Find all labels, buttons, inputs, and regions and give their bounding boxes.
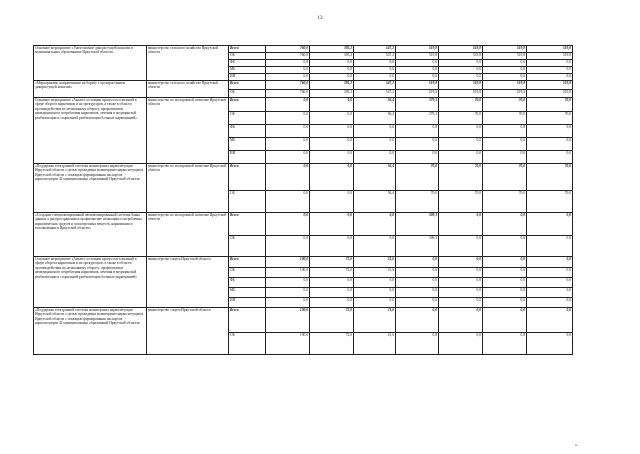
amount-cell: 395,2 (310, 90, 354, 98)
executor-cell: министерство по молодежной политике Иркутской области (147, 98, 229, 164)
amount-cell: 0,0 (483, 67, 527, 74)
amount-cell: 70,0 (483, 112, 527, 125)
funding-source-cell: ОБ (229, 191, 266, 213)
amount-cell: 0,0 (439, 213, 483, 236)
measure-name-cell: Основное мероприятие «Уничтожение дикорастущей конопли в муниципальных образованиях Иркутской области» (34, 46, 147, 81)
amount-cell: 0,0 (354, 67, 396, 74)
funding-source-cell: ОБ (229, 90, 266, 98)
amount-cell: 0,0 (439, 138, 483, 151)
funding-source-cell: ИИ (229, 298, 266, 308)
amount-cell: 0,0 (483, 236, 527, 257)
amount-cell: 0,0 (439, 151, 483, 164)
amount-cell: 100,0 (266, 268, 310, 278)
amount-cell: 0,0 (266, 164, 310, 191)
amount-cell: 0,0 (310, 112, 354, 125)
funding-source-cell: ОБ (229, 236, 266, 257)
amount-cell: 56,4 (354, 191, 396, 213)
measure-name-cell: «Поддержка электронной системы мониторинга наркоситуации Иркутской области с целью проведения мониторинга наркоситуации в Иркутской области с помощью формирования паспортов наркоситуации 42 муниципальных образований Иркутской области» (34, 308, 147, 355)
amount-cell: 0,0 (527, 60, 573, 67)
amount-cell: 0,0 (527, 268, 573, 278)
amount-cell: 0,0 (439, 257, 483, 268)
amount-cell: 0,0 (310, 138, 354, 151)
amount-cell: 0,0 (354, 151, 396, 164)
amount-cell: 0,0 (483, 288, 527, 298)
amount-cell: 0,0 (483, 138, 527, 151)
amount-cell: 0,0 (439, 298, 483, 308)
amount-cell: 0,0 (483, 151, 527, 164)
amount-cell: 21,6 (354, 308, 396, 333)
amount-cell: 70,0 (439, 164, 483, 191)
amount-cell: 70,0 (527, 98, 573, 112)
amount-cell: 0,0 (396, 67, 439, 74)
amount-cell: 0,0 (396, 60, 439, 67)
amount-cell: 0,0 (266, 125, 310, 138)
amount-cell: 100,0 (266, 257, 310, 268)
amount-cell: 0,0 (396, 268, 439, 278)
amount-cell: 72,0 (310, 257, 354, 268)
amount-cell: 519,8 (527, 46, 573, 53)
amount-cell: 0,0 (354, 298, 396, 308)
amount-cell: 0,0 (527, 67, 573, 74)
measure-name-cell: «Мероприятия, направленные на борьбу с произрастанием дикорастущей конопли» (34, 81, 147, 98)
amount-cell: 70,0 (439, 191, 483, 213)
amount-cell: 519,8 (439, 46, 483, 53)
amount-cell: 70,0 (396, 164, 439, 191)
amount-cell: 0,0 (266, 298, 310, 308)
amount-cell: 21,6 (354, 268, 396, 278)
amount-cell: 0,0 (396, 288, 439, 298)
amount-cell: 519,8 (439, 90, 483, 98)
amount-cell: 0,0 (354, 288, 396, 298)
amount-cell: 519,8 (527, 90, 573, 98)
amount-cell: 0,0 (439, 268, 483, 278)
measure-name-cell: «Поддержка электронной системы мониторинга наркоситуации Иркутской области с целью проведения мониторинга наркоситуации в Иркутской области с помощью формирования паспортов наркоситуации 42 муниципальных образований Иркутской области» (34, 164, 147, 213)
amount-cell: 0,0 (396, 125, 439, 138)
amount-cell: 0,0 (310, 151, 354, 164)
funding-source-cell: МБ (229, 67, 266, 74)
funding-source-cell: МБ (229, 288, 266, 298)
executor-cell: министерство спорта Иркутской области (147, 257, 229, 308)
amount-cell: 0,0 (396, 138, 439, 151)
amount-cell: 309,3 (396, 213, 439, 236)
funding-source-cell: ИИ (229, 151, 266, 164)
funding-source-cell: ОБ (229, 53, 266, 60)
budget-table (33, 45, 573, 355)
amount-cell: 100,0 (266, 308, 310, 333)
table-row (34, 164, 573, 191)
amount-cell: 547,2 (354, 90, 396, 98)
measure-name-cell: «Создание специализированной автоматизированной системы банка данных о распространении и профилактике незаконного потребления наркотических средств и психотропных веществ, наркомании и токсикомании в Иркутской области» (34, 213, 147, 257)
amount-cell: 0,0 (396, 151, 439, 164)
amount-cell: 0,0 (439, 125, 483, 138)
funding-source-cell: Всего (229, 81, 266, 90)
amount-cell: 70,0 (439, 98, 483, 112)
amount-cell: 0,0 (266, 60, 310, 67)
amount-cell: 519,8 (527, 53, 573, 60)
amount-cell: 0,0 (483, 308, 527, 333)
amount-cell: 760,0 (266, 90, 310, 98)
amount-cell: 0,0 (310, 236, 354, 257)
amount-cell: 0,0 (527, 333, 573, 355)
amount-cell: 0,0 (483, 257, 527, 268)
amount-cell: 0,0 (266, 213, 310, 236)
amount-cell: 0,0 (310, 298, 354, 308)
amount-cell: 56,4 (354, 164, 396, 191)
amount-cell: 519,8 (483, 90, 527, 98)
amount-cell: 0,0 (310, 213, 354, 236)
amount-cell: 0,0 (527, 308, 573, 333)
funding-source-cell: Всего (229, 308, 266, 333)
amount-cell: 0,0 (396, 308, 439, 333)
amount-cell: 0,0 (310, 98, 354, 112)
amount-cell: 519,8 (483, 53, 527, 60)
amount-cell: 0,0 (266, 74, 310, 81)
amount-cell: 0,0 (439, 60, 483, 67)
amount-cell: 0,0 (354, 236, 396, 257)
table-body (34, 46, 573, 355)
amount-cell: 0,0 (396, 278, 439, 288)
funding-source-cell: ФБ (229, 125, 266, 138)
amount-cell: 100,0 (266, 333, 310, 355)
amount-cell: 519,8 (396, 81, 439, 90)
amount-cell: 0,0 (310, 191, 354, 213)
amount-cell: 70,0 (483, 98, 527, 112)
amount-cell: 21,6 (354, 257, 396, 268)
amount-cell: 519,8 (483, 81, 527, 90)
funding-source-cell: Всего (229, 164, 266, 191)
amount-cell: 56,4 (354, 98, 396, 112)
amount-cell: 0,0 (266, 138, 310, 151)
amount-cell: 519,8 (439, 53, 483, 60)
amount-cell: 0,0 (266, 112, 310, 125)
funding-source-cell: Всего (229, 98, 266, 112)
amount-cell: 0,0 (527, 138, 573, 151)
amount-cell: 0,0 (266, 288, 310, 298)
amount-cell: 70,0 (483, 164, 527, 191)
executor-cell: министерство спорта Иркутской области (147, 308, 229, 355)
amount-cell: 0,0 (354, 60, 396, 67)
table-row (34, 81, 573, 90)
amount-cell: 379,3 (396, 112, 439, 125)
amount-cell: 395,2 (310, 81, 354, 90)
amount-cell: 519,8 (527, 81, 573, 90)
amount-cell: 0,0 (527, 288, 573, 298)
amount-cell: 0,0 (310, 74, 354, 81)
amount-cell: 0,0 (439, 278, 483, 288)
amount-cell: 395,2 (310, 53, 354, 60)
amount-cell: 0,0 (266, 67, 310, 74)
amount-cell: 0,0 (266, 98, 310, 112)
amount-cell: 70,0 (396, 191, 439, 213)
table-row (34, 308, 573, 333)
amount-cell: 0,0 (527, 213, 573, 236)
amount-cell: 0,0 (483, 74, 527, 81)
amount-cell: 760,0 (266, 81, 310, 90)
amount-cell: 519,8 (396, 53, 439, 60)
amount-cell: 760,0 (266, 53, 310, 60)
table-row (34, 213, 573, 236)
amount-cell: 0,0 (527, 236, 573, 257)
funding-source-cell: МБ (229, 138, 266, 151)
measure-name-cell: Основное мероприятие «Анализ состояния процессов и явлений в сфере оборота наркотиков и их прекурсоров, а также в области противодействия их незаконному обороту, профилактики немедицинского потребления наркотиков, лечения и медицинской реабилитации и социальной реабилитации больных наркоманией» (34, 257, 147, 308)
amount-cell: 0,0 (310, 288, 354, 298)
amount-cell: 0,0 (310, 60, 354, 67)
amount-cell: 0,0 (483, 298, 527, 308)
amount-cell: 0,0 (354, 74, 396, 81)
amount-cell: 0,0 (396, 257, 439, 268)
executor-cell: министерство сельского хозяйства Иркутской области (147, 46, 229, 81)
page-number: 13 (317, 16, 323, 21)
amount-cell: 0,0 (527, 74, 573, 81)
amount-cell: 0,0 (310, 125, 354, 138)
amount-cell: 0,0 (266, 151, 310, 164)
amount-cell: 0,0 (354, 278, 396, 288)
table-row (34, 257, 573, 268)
funding-source-cell: ОБ (229, 112, 266, 125)
amount-cell: 0,0 (354, 213, 396, 236)
amount-cell: 70,0 (439, 112, 483, 125)
amount-cell: 0,0 (439, 67, 483, 74)
amount-cell: 0,0 (439, 74, 483, 81)
amount-cell: 56,4 (354, 112, 396, 125)
amount-cell: 0,0 (439, 236, 483, 257)
amount-cell: 0,0 (483, 333, 527, 355)
amount-cell: 0,0 (266, 278, 310, 288)
amount-cell: 519,8 (483, 46, 527, 53)
amount-cell: 70,0 (527, 164, 573, 191)
amount-cell: 0,0 (439, 288, 483, 298)
amount-cell: 379,3 (396, 98, 439, 112)
amount-cell: 0,0 (310, 67, 354, 74)
amount-cell: 72,0 (310, 308, 354, 333)
amount-cell: 0,0 (483, 60, 527, 67)
funding-source-cell: Всего (229, 257, 266, 268)
amount-cell: 519,8 (396, 90, 439, 98)
amount-cell: 0,0 (396, 74, 439, 81)
amount-cell: 519,8 (439, 81, 483, 90)
amount-cell: 70,0 (527, 191, 573, 213)
amount-cell: 0,0 (354, 138, 396, 151)
amount-cell: 0,0 (354, 125, 396, 138)
amount-cell: 72,0 (310, 333, 354, 355)
amount-cell: 21,6 (354, 333, 396, 355)
amount-cell: 0,0 (266, 236, 310, 257)
executor-cell: министерство по молодежной политике Иркутской области (147, 164, 229, 213)
amount-cell: 0,0 (527, 298, 573, 308)
funding-source-cell: ИИ (229, 74, 266, 81)
executor-cell: министерство по молодежной политике Иркутской области (147, 213, 229, 257)
amount-cell: 547,2 (354, 53, 396, 60)
amount-cell: 0,0 (483, 278, 527, 288)
amount-cell: 0,0 (527, 151, 573, 164)
amount-cell: 0,0 (310, 164, 354, 191)
amount-cell: 0,0 (396, 333, 439, 355)
amount-cell: 309,3 (396, 236, 439, 257)
amount-cell: 395,2 (310, 46, 354, 53)
amount-cell: 0,0 (439, 308, 483, 333)
amount-cell: 0,0 (527, 125, 573, 138)
funding-source-cell: Всего (229, 46, 266, 53)
funding-source-cell: ФБ (229, 278, 266, 288)
amount-cell: 0,0 (527, 278, 573, 288)
amount-cell: 0,0 (396, 298, 439, 308)
table-row (34, 98, 573, 112)
funding-source-cell: ОБ (229, 268, 266, 278)
amount-cell: 547,2 (354, 46, 396, 53)
closing-quote-mark: ». (575, 442, 579, 447)
amount-cell: 547,2 (354, 81, 396, 90)
amount-cell: 0,0 (483, 213, 527, 236)
amount-cell: 0,0 (483, 125, 527, 138)
amount-cell: 0,0 (266, 191, 310, 213)
amount-cell: 72,0 (310, 268, 354, 278)
funding-source-cell: ФБ (229, 60, 266, 67)
amount-cell: 0,0 (483, 268, 527, 278)
amount-cell: 70,0 (483, 191, 527, 213)
executor-cell: министерство сельского хозяйства Иркутской области (147, 81, 229, 98)
table-row (34, 46, 573, 53)
amount-cell: 519,8 (396, 46, 439, 53)
measure-name-cell: Основное мероприятие «Анализ состояния процессов и явлений в сфере оборота наркотиков и их прекурсоров, а также в области противодействия их незаконному обороту, профилактики немедицинского потребления наркотиков, лечения и медицинской реабилитации и социальной реабилитации больных наркоманией» (34, 98, 147, 164)
amount-cell: 0,0 (310, 278, 354, 288)
amount-cell: 0,0 (527, 257, 573, 268)
funding-source-cell: Всего (229, 213, 266, 236)
amount-cell: 760,0 (266, 46, 310, 53)
amount-cell: 0,0 (439, 333, 483, 355)
funding-source-cell: ОБ (229, 333, 266, 355)
amount-cell: 70,0 (527, 112, 573, 125)
